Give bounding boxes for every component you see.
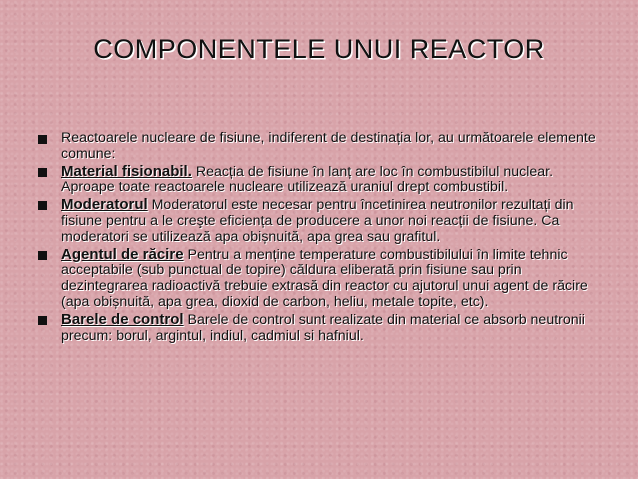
bullet-text (61, 197, 606, 245)
bullet-term: Barele de control (61, 310, 184, 328)
bullet-body: Pentru a menține temperature combustibilului în limite tehnic acceptabile (sub punctual de topire) căldura eliberată prin fisiune sau prin dezintegrarea radioactivă trebuie extrasă din reactor cu ajutorul unui agent de răcire (apa obișnuită, apa grea, dioxid de carbon, heliu, metale topite, etc). (61, 246, 588, 310)
bullet-term: Agentul de răcire (61, 245, 184, 263)
bullet-body: Reactoarele nucleare de fisiune, indiferent de destinația lor, au următoarele elemente comune: (61, 130, 596, 162)
bullet-term: Moderatorul (61, 196, 148, 214)
square-bullet-icon (38, 135, 47, 144)
bullet-body: Barele de control sunt realizate din material ce absorb neutronii precum: borul, argintul, indiul, cadmiul si hafniul. (61, 311, 585, 344)
bullet-item (36, 312, 606, 345)
square-bullet-icon (38, 168, 47, 177)
bullet-item (36, 131, 606, 163)
bullet-item (36, 247, 606, 311)
bullet-item (36, 197, 606, 245)
bullet-text (61, 247, 606, 311)
bullet-text (61, 131, 606, 163)
bullet-list (36, 131, 606, 345)
bullet-term: Material fisionabil. (61, 162, 192, 180)
bullet-item (36, 164, 606, 197)
bullet-body: Reacția de fisiune în lanț are loc în combustibilul nuclear. Aproape toate reactoarele nucleare utilizează uraniul drept combustibil. (61, 163, 554, 196)
square-bullet-icon (38, 251, 47, 260)
bullet-text (61, 312, 606, 345)
bullet-text (61, 164, 606, 197)
square-bullet-icon (38, 201, 47, 210)
square-bullet-icon (38, 316, 47, 325)
bullet-body: Moderatorul este necesar pentru încetinirea neutronilor rezultați din fisiune pentru a le creşte eficiența de producere a unor noi reacții de fisiune. Ca moderatori se utilizează apa obișnuită, apa grea sau grafitul. (61, 197, 574, 245)
slide-title: COMPONENTELE UNUI REACTOR (93, 34, 545, 64)
